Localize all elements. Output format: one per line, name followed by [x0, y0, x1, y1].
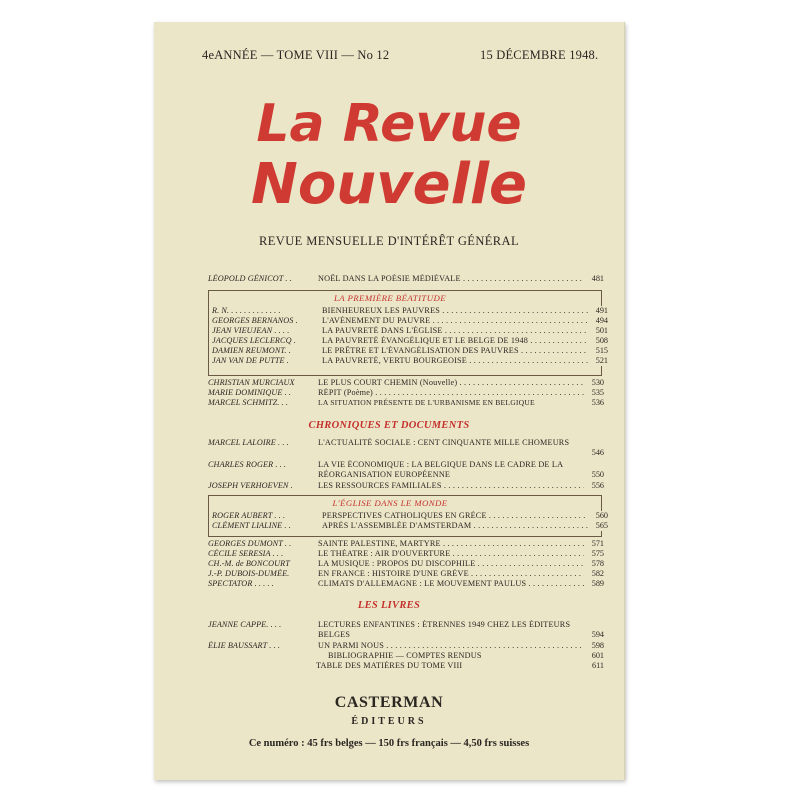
toc-author: JEAN VIEUJEAN . . . . [212, 326, 290, 335]
toc-title: LA SITUATION PRÉSENTE DE L'URBANISME EN BELGIQUE [318, 398, 535, 407]
toc-page: 594 [584, 630, 604, 640]
toc-title: LA VIE ÉCONOMIQUE : LA BELGIQUE DANS LE CADRE DE LA RÉORGANISATION EUROPÉENNE [318, 460, 563, 479]
toc-page: 571 [584, 539, 604, 549]
toc-author: ROGER AUBERT . . . [212, 511, 286, 520]
toc-author: GEORGES DUMONT . . [208, 539, 292, 548]
toc-page: 550 [584, 470, 604, 480]
toc-author: J.-P. DUBOIS-DUMÉE. [208, 569, 290, 578]
toc-author: JACQUES LECLERCQ . [212, 336, 296, 345]
publisher-name: CASTERMAN [334, 694, 444, 711]
toc-title: LES RESSOURCES FAMILIALES . . . [318, 481, 584, 491]
toc-title: TABLE DES MATIÈRES DU TOME VIII [316, 661, 463, 670]
issue-date: 15 DÉCEMBRE 1948. [480, 48, 599, 62]
toc-author: CHRISTIAN MURCIAUX [208, 378, 295, 387]
toc-title: LA PAUVRETÉ, VERTU BOURGEOISE . . . [322, 356, 588, 366]
price-line: Ce numéro : 45 frs belges — 150 frs français — 4,50 frs suisses [248, 738, 530, 749]
issue-info: 4eANNÉE — TOME VIII — No 12 [202, 48, 390, 62]
toc-author: LÉOPOLD GÉNICOT . . [208, 274, 292, 283]
toc-title: LA PAUVRETÉ ÉVANGÉLIQUE ET LE BELGE DE 1948 . . . [322, 336, 588, 346]
toc-title: NOËL DANS LA POÉSIE MÉDIÉVALE . . . [318, 274, 584, 284]
toc-page: 481 [584, 274, 604, 284]
toc-page: 598 [584, 641, 604, 651]
toc-title: L'ACTUALITÉ SOCIALE : CENT CINQUANTE MILLE CHOMEURS [318, 438, 570, 447]
toc-page: 560 [588, 511, 608, 521]
toc-page: 601 [584, 651, 604, 661]
toc-author: CH.-M. de BONCOURT [208, 559, 290, 568]
toc-title: APRÈS L'ASSEMBLÉE D'AMSTERDAM . . . [322, 521, 588, 531]
toc-title: UN PARMI NOUS . . . [318, 641, 584, 651]
toc-title: BIENHEUREUX LES PAUVRES . . . [322, 306, 588, 316]
toc-page: 582 [584, 569, 604, 579]
toc-title: BIBLIOGRAPHIE — COMPTES RENDUS [328, 651, 482, 660]
toc-title: SAINTE PALESTINE, MARTYRE . . . [318, 539, 584, 549]
toc-entry [208, 460, 604, 480]
toc-title: RÉPIT (Poème) . . . [318, 388, 584, 398]
toc-page: 556 [584, 481, 604, 491]
toc-author: CHARLES ROGER . . . [208, 460, 287, 469]
toc-title: LE PLUS COURT CHEMIN (Nouvelle) . . . [318, 378, 584, 388]
toc-author: GEORGES BERNANOS . [212, 316, 298, 325]
publisher-role: ÉDITEURS [351, 716, 427, 727]
subtitle: REVUE MENSUELLE D'INTÉRÊT GÉNÉRAL [259, 234, 519, 248]
toc-entry [208, 620, 604, 640]
toc-page: 491 [588, 306, 608, 316]
toc-title: L'AVÈNEMENT DU PAUVRE . . . [322, 316, 588, 326]
toc-author: MARCEL SCHMITZ. . . [208, 398, 288, 407]
toc-author: MARCEL LALOIRE . . . [208, 438, 289, 447]
toc-page: 575 [584, 549, 604, 559]
toc-page: 535 [584, 388, 604, 398]
toc-title: LE THÉATRE : AIR D'OUVERTURE . . . [318, 549, 584, 559]
section-heading: LA PREMIÈRE BÉATITUDE [334, 293, 446, 303]
toc-page: 494 [588, 316, 608, 326]
toc-title: LE PRÊTRE ET L'ÉVANGÉLISATION DES PAUVRES . . . [322, 346, 588, 356]
toc-title: LECTURES ENFANTINES : ÉTRENNES 1949 CHEZ LES ÉDITEURS BELGES [318, 620, 571, 639]
toc-title: PERSPECTIVES CATHOLIQUES EN GRÈCE . . . [322, 511, 588, 521]
toc-page: 546 [584, 448, 604, 458]
toc-title: CLIMATS D'ALLEMAGNE : LE MOUVEMENT PAULUS . . . [318, 579, 584, 589]
toc-author: CÉCILE SERESIA . . . [208, 549, 284, 558]
toc-page: 536 [584, 398, 604, 408]
section-heading-livres: LES LIVRES [357, 600, 421, 611]
section-heading-chroniques: CHRONIQUES ET DOCUMENTS [308, 420, 470, 431]
title-line-1: La Revue [256, 94, 522, 154]
toc-author: SPECTATOR . . . . . [208, 579, 274, 588]
toc-entry [208, 438, 604, 458]
toc-page: 521 [588, 356, 608, 366]
toc-author: JAN VAN DE PUTTE . [212, 356, 289, 365]
toc-author: JOSEPH VERHOEVEN . [208, 481, 293, 490]
section-heading: L'ÉGLISE DANS LE MONDE [332, 498, 448, 508]
toc-author: MARIE DOMINIQUE . . [208, 388, 292, 397]
toc-page: 565 [588, 521, 608, 531]
toc-author: CLÉMENT LIALINE . . [212, 521, 291, 530]
toc-page: 611 [584, 661, 604, 671]
toc-title: EN FRANCE : HISTOIRE D'UNE GRÈVE . . . [318, 569, 584, 579]
toc-author: R. N. . . . . . . . . . . . . [212, 306, 281, 315]
magazine-cover [154, 22, 625, 780]
toc-page: 501 [588, 326, 608, 336]
toc-page: 530 [584, 378, 604, 388]
toc-title: LA MUSIQUE : PROPOS DU DISCOPHILE . . . [318, 559, 584, 569]
toc-page: 508 [588, 336, 608, 346]
toc-page: 515 [588, 346, 608, 356]
toc-author: ÉLIE BAUSSART . . . [208, 641, 281, 650]
toc-page: 589 [584, 579, 604, 589]
title-line-2: Nouvelle [250, 152, 528, 217]
toc-author: DAMIEN REUMONT. . [212, 346, 291, 355]
toc-author: JEANNE CAPPE. . . . [208, 620, 282, 629]
toc-page: 578 [584, 559, 604, 569]
toc-title: LA PAUVRETÉ DANS L'ÉGLISE . . . [322, 326, 588, 336]
